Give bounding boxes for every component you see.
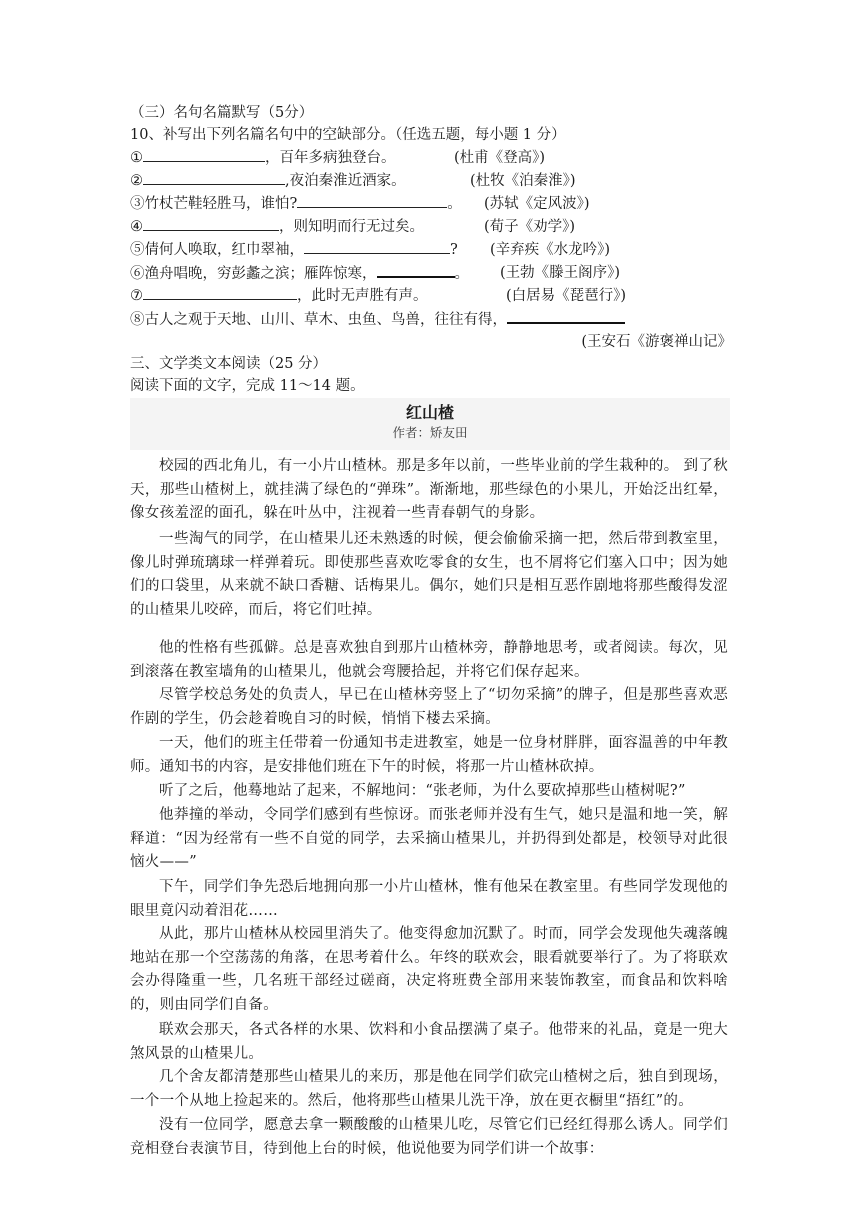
article-paragraph: 几个舍友都清楚那些山楂果儿的来历，那是他在同学们砍完山楂树之后，独自到现场，一个一个从地上捡起来的。然后，他将那些山楂果儿洗干净，放在更衣橱里“捂红”的。 — [130, 1069, 728, 1109]
fill-item-prefix: ③竹杖芒鞋轻胜马，谁怕? — [130, 196, 298, 212]
fill-item-3 — [130, 193, 462, 215]
answer-blank[interactable] — [377, 262, 455, 278]
article-paragraph: 没有一位同学，愿意去拿一颗酸酸的山楂果儿吃，尽管它们已经红得那么诱人。同学们竞相登台表演节目，待到他上台的时候，他说他要为同学们讲一个故事： — [130, 1117, 728, 1157]
fill-item-source: (荀子《劝学》) — [484, 219, 576, 235]
article-paragraph: 一天，他们的班主任带着一份通知书走进教室，她是一位身材胖胖，面容温善的中年教师。通知书的内容，是安排他们班在下午的时候，将那一片山楂林砍掉。 — [130, 735, 728, 775]
fill-item-prefix: ① — [130, 150, 143, 166]
answer-blank[interactable] — [507, 308, 625, 324]
fill-item-suffix: ? — [450, 242, 458, 258]
fill-item-6 — [130, 262, 469, 284]
fill-item-source: (白居易《琵琶行》) — [506, 288, 627, 304]
reading-instruction: 阅读下面的文字，完成 11～14 题。 — [130, 378, 365, 394]
fill-item-source: (苏轼《定风波》) — [484, 196, 590, 212]
article-paragraph: 下午，同学们争先恐后地拥向那一小片山楂林，惟有他呆在教室里。有些同学发现他的眼里竟闪动着泪花…… — [130, 879, 728, 919]
article-header — [130, 398, 730, 450]
fill-item-8 — [130, 308, 625, 330]
fill-item-source: (杜甫《登高》) — [454, 150, 546, 166]
answer-blank[interactable] — [143, 147, 265, 162]
fill-item-prefix: ⑥渔舟唱晚，穷彭蠡之滨；雁阵惊寒， — [130, 266, 377, 282]
question-10-instruction: 10、补写出下列名篇名句中的空缺部分。（任选五题，每小题 1 分） — [130, 127, 566, 143]
article-paragraph: 他的性格有些孤僻。总是喜欢独自到那片山楂林旁，静静地思考，或者阅读。每次，见到滚落在教室墙角的山楂果儿，他就会弯腰拾起，并将它们保存起来。 — [130, 640, 728, 680]
answer-blank[interactable] — [143, 285, 297, 300]
article-paragraph: 尽管学校总务处的负责人，早已在山楂林旁竖上了“切勿采摘”的牌子，但是那些喜欢恶作剧的学生，仍会趁着晚自习的时候，悄悄下楼去采摘。 — [130, 687, 728, 727]
answer-blank[interactable] — [297, 193, 447, 208]
fill-item-prefix: ② — [130, 173, 143, 189]
fill-item-source: (辛弃疾《水龙吟》) — [490, 242, 611, 258]
fill-item-prefix: ⑧古人之观于天地、山川、草木、虫鱼、鸟兽，往往有得， — [130, 312, 507, 328]
article-paragraph: 从此，那片山楂林从校园里消失了。他变得愈加沉默了。时而，同学会发现他失魂落魄地站在那一个空荡荡的角落，在思考着什么。年终的联欢会，眼看就要举行了。为了将联欢会办得隆重一些，几名班干部经过磋商，决定将班费全部用来装饰教室，而食品和饮料啥的，则由同学们自备。 — [130, 926, 728, 1013]
article-paragraph: 他莽撞的举动，令同学们感到有些惊讶。而张老师并没有生气，她只是温和地一笑，解释道：“因为经常有一些不自觉的同学，去采摘山楂果儿，并扔得到处都是，校领导对此很恼火——” — [130, 807, 728, 871]
article-paragraph: 一些淘气的同学，在山楂果儿还未熟透的时候，便会偷偷采摘一把，然后带到教室里，像儿时弹琉璃球一样弹着玩。即使那些喜欢吃零食的女生，也不屑将它们塞入口中；因为她们的口袋里，从来就不缺口香糖、话梅果儿。偶尔，她们只是相互恶作剧地将那些酸得发涩的山楂果儿咬碎，而后，将它们吐掉。 — [130, 531, 728, 618]
answer-blank[interactable] — [143, 170, 285, 185]
article-author: 作者：矫友田 — [392, 425, 468, 440]
section-heading-memorization: （三）名句名篇默写（5分） — [130, 105, 314, 121]
fill-item-prefix: ⑦ — [130, 288, 143, 304]
fill-item-5 — [130, 239, 458, 261]
article-paragraph: 校园的西北角儿，有一小片山楂林。那是多年以前，一些毕业前的学生栽种的。 到了秋天，那些山楂树上，就挂满了绿色的“弹珠”。渐渐地，那些绿色的小果儿，开始泛出红晕，像女孩羞涩的面孔，躲在叶丛中，注视着一些青春朝气的身影。 — [130, 458, 728, 522]
fill-item-suffix: ，百年多病独登台。 — [265, 150, 396, 166]
fill-item-suffix: ，则知明而行无过矣。 — [279, 219, 424, 235]
article-title: 红山楂 — [405, 403, 454, 422]
section-heading-literary: 三、文学类文本阅读（25 分） — [130, 356, 328, 372]
fill-item-suffix: ，此时无声胜有声。 — [297, 288, 428, 304]
fill-item-suffix: 。 — [454, 266, 469, 282]
fill-item-7 — [130, 285, 428, 307]
fill-item-8-source: (王安石《游褒禅山记》 — [581, 334, 732, 350]
fill-item-source: (杜牧《泊秦淮》) — [470, 173, 576, 189]
article-paragraph: 听了之后，他蓦地站了起来，不解地问：“张老师，为什么要砍掉那些山楂树呢?” — [159, 783, 686, 799]
fill-item-suffix: ,夜泊秦淮近酒家。 — [285, 173, 406, 189]
answer-blank[interactable] — [143, 216, 279, 231]
fill-item-prefix: ⑤倩何人唤取，红巾翠袖， — [130, 242, 304, 258]
article-paragraph: 联欢会那天，各式各样的水果、饮料和小食品摆满了桌子。他带来的礼品，竟是一兜大煞风景的山楂果儿。 — [130, 1022, 728, 1062]
fill-item-source: (王勃《滕王阁序》) — [500, 265, 621, 281]
fill-item-4 — [130, 216, 424, 238]
fill-item-suffix: 。 — [447, 196, 462, 212]
answer-blank[interactable] — [304, 239, 450, 254]
fill-item-2 — [130, 170, 406, 192]
fill-item-1 — [130, 147, 396, 169]
fill-item-prefix: ④ — [130, 219, 143, 235]
